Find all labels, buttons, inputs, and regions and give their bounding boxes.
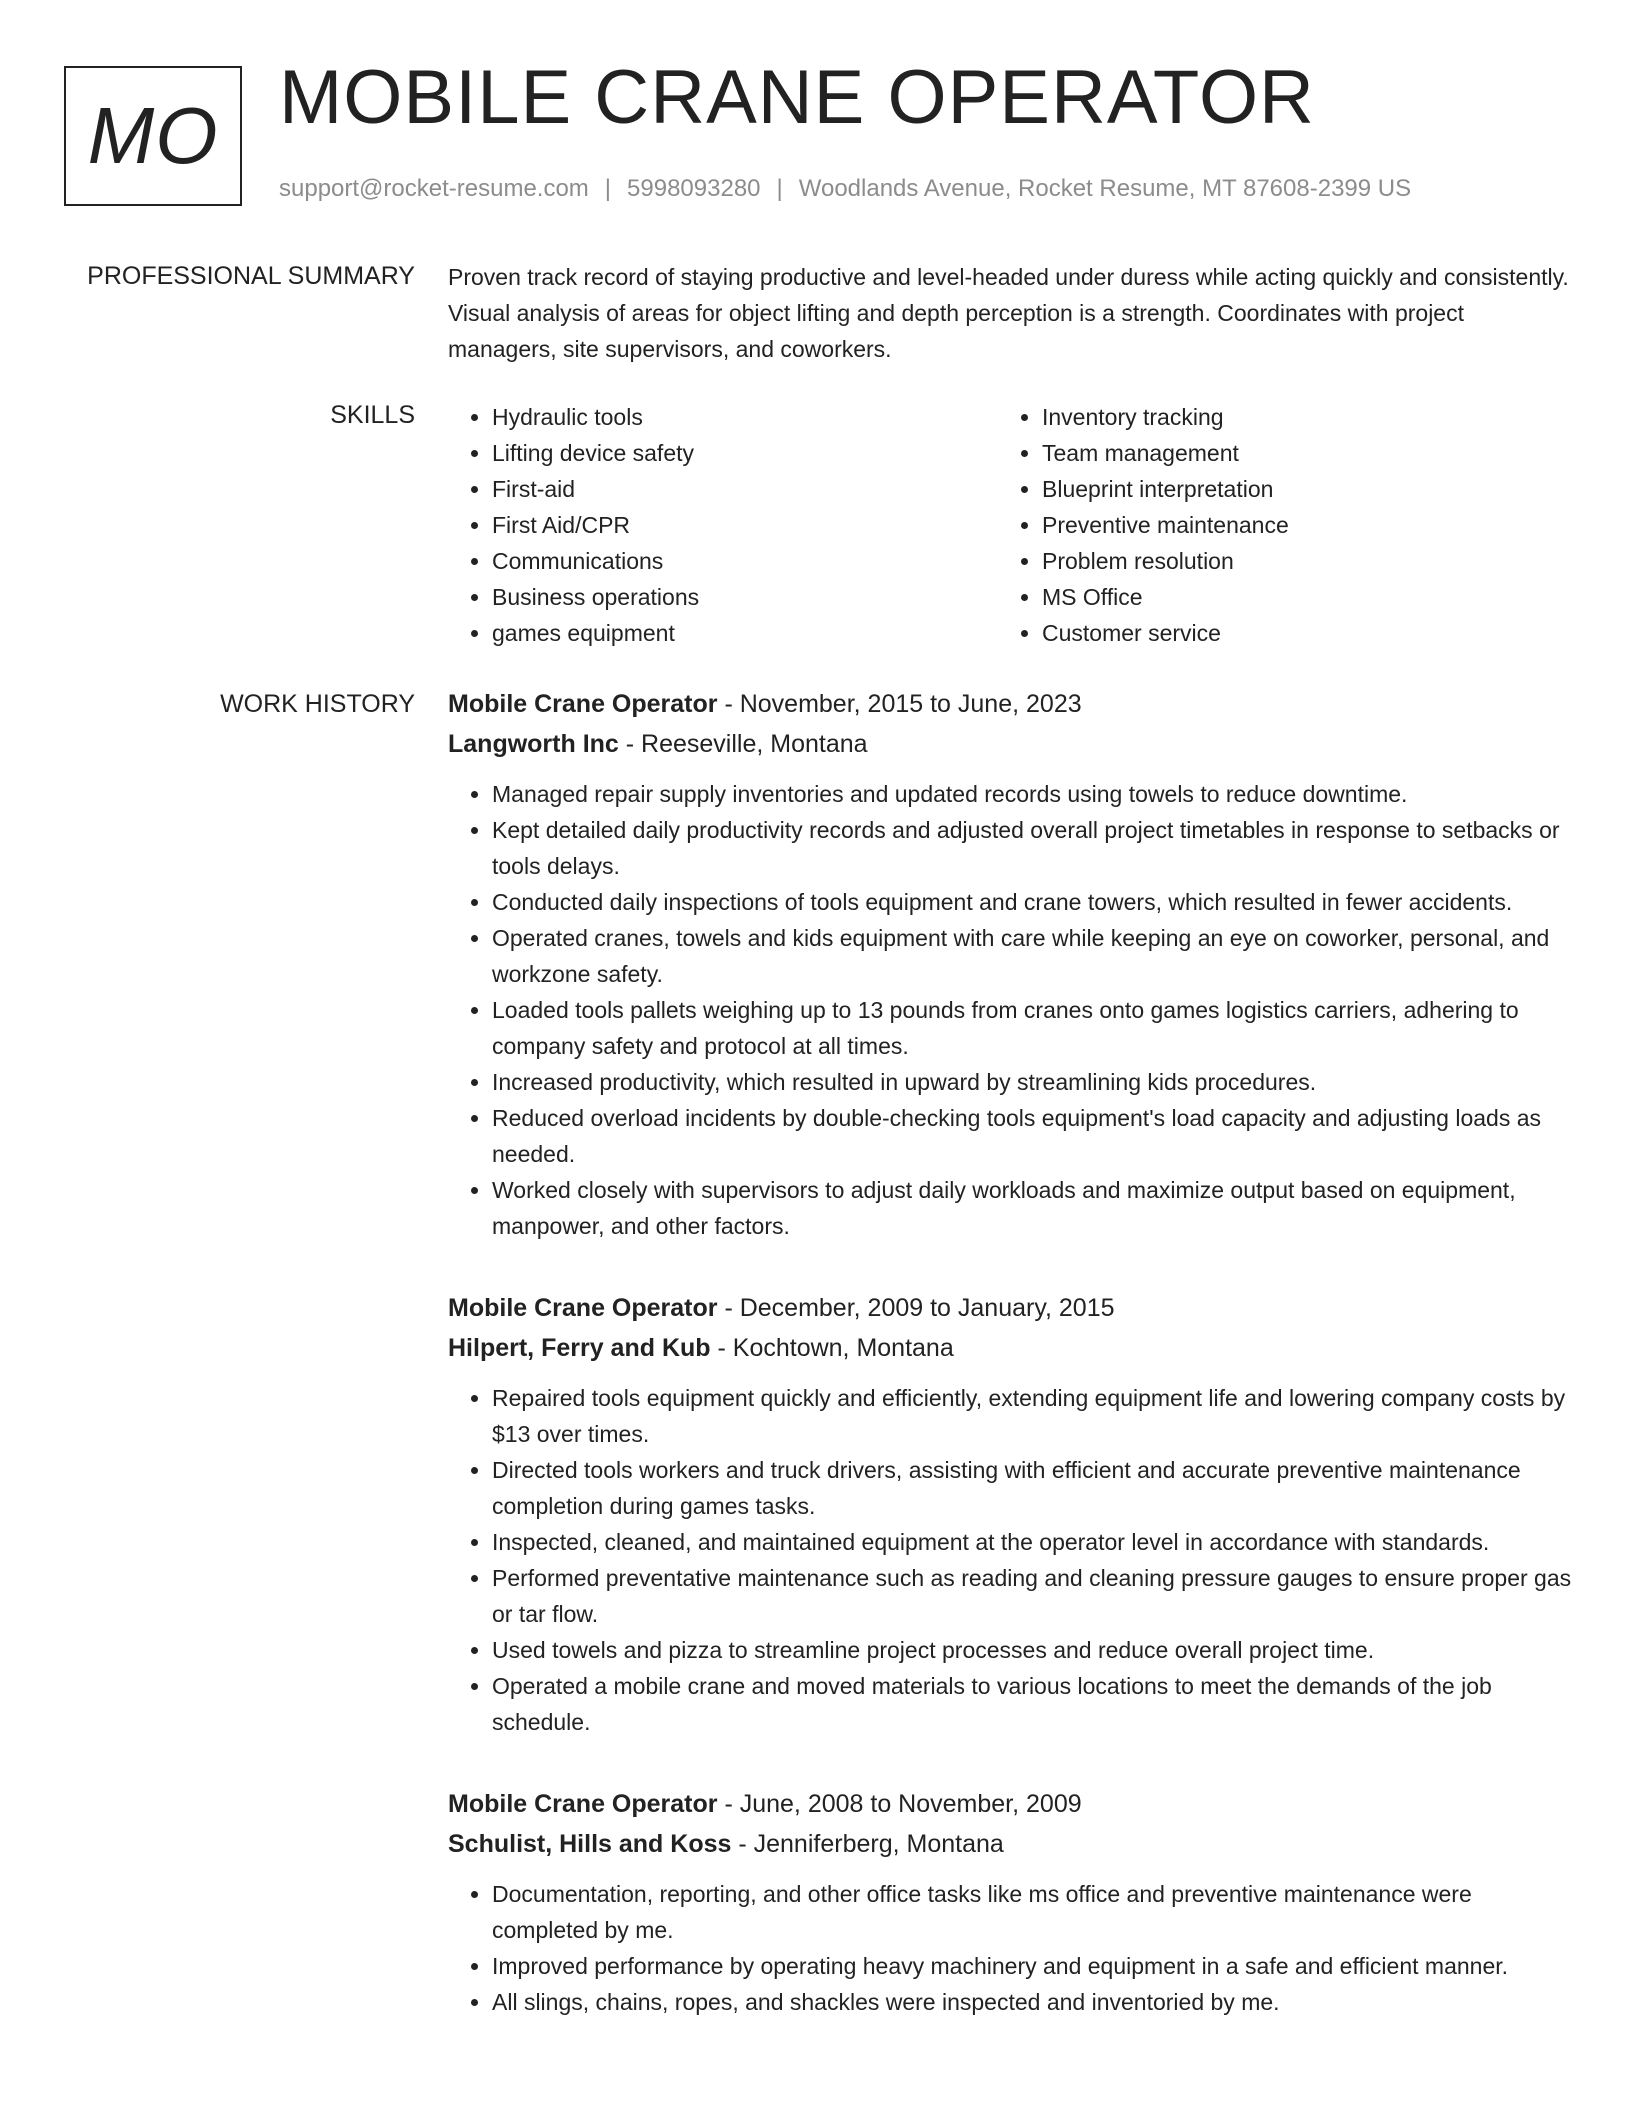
job-location: - Jenniferberg, Montana bbox=[731, 1830, 1004, 1858]
job-duties-list bbox=[448, 776, 1572, 1244]
skill-item: • Problem resolution bbox=[1042, 543, 1548, 579]
job-duty-item: • Reduced overload incidents by double-checking tools equipment's load capacity and adjusting loads as needed. bbox=[492, 1100, 1572, 1172]
skills-list-left bbox=[448, 399, 998, 651]
job-company-line bbox=[448, 1328, 1572, 1368]
job-duty-item: • Operated a mobile crane and moved materials to various locations to meet the demands of the job schedule. bbox=[492, 1668, 1572, 1740]
job-dates: - June, 2008 to November, 2009 bbox=[717, 1790, 1082, 1818]
job-duty-item: • Inspected, cleaned, and maintained equipment at the operator level in accordance with standards. bbox=[492, 1524, 1572, 1560]
monogram-initials: MO bbox=[87, 91, 219, 180]
skill-item: • Communications bbox=[492, 543, 998, 579]
job-duty-item: • Increased productivity, which resulted in upward by streamlining kids procedures. bbox=[492, 1064, 1572, 1100]
contact-separator: | bbox=[776, 175, 783, 202]
section-label-work-history: WORK HISTORY bbox=[220, 690, 415, 718]
job-entry bbox=[448, 684, 1572, 1244]
job-title: Mobile Crane Operator bbox=[448, 690, 718, 718]
job-company: Langworth Inc bbox=[448, 730, 619, 758]
job-company: Schulist, Hills and Koss bbox=[448, 1830, 732, 1858]
job-duty-item: • Documentation, reporting, and other office tasks like ms office and preventive maintenance were completed by me. bbox=[492, 1876, 1572, 1948]
skills-columns bbox=[448, 399, 1572, 651]
job-duty-item: • Used towels and pizza to streamline project processes and reduce overall project time. bbox=[492, 1632, 1572, 1668]
skill-item: • Blueprint interpretation bbox=[1042, 471, 1548, 507]
contact-separator: | bbox=[604, 175, 612, 202]
job-duty-item: • Conducted daily inspections of tools equipment and crane towers, which resulted in fewer accidents. bbox=[492, 884, 1572, 920]
job-duty-item: • All slings, chains, ropes, and shackles were inspected and inventoried by me. bbox=[492, 1984, 1572, 2020]
job-company-line bbox=[448, 724, 1572, 764]
professional-summary-section bbox=[448, 259, 1572, 367]
job-duty-item: • Performed preventative maintenance such as reading and cleaning pressure gauges to ensure proper gas or tar flow. bbox=[492, 1560, 1572, 1632]
skill-item: • Hydraulic tools bbox=[492, 399, 998, 435]
work-history-section bbox=[448, 684, 1572, 2064]
contact-email: support@rocket-resume.com bbox=[279, 175, 589, 202]
job-title-line bbox=[448, 1288, 1572, 1328]
skill-item: • Business operations bbox=[492, 579, 998, 615]
monogram-box bbox=[64, 66, 242, 206]
job-entry bbox=[448, 1784, 1572, 2020]
job-company-line bbox=[448, 1824, 1572, 1864]
job-title-line bbox=[448, 1784, 1572, 1824]
job-duty-item: • Kept detailed daily productivity records and adjusted overall project timetables in response to setbacks or tools delays. bbox=[492, 812, 1572, 884]
job-duty-item: • Worked closely with supervisors to adjust daily workloads and maximize output based on equipment, manpower, and other factors. bbox=[492, 1172, 1572, 1244]
job-duty-item: • Directed tools workers and truck drivers, assisting with efficient and accurate preventive maintenance completion during games tasks. bbox=[492, 1452, 1572, 1524]
job-title: Mobile Crane Operator bbox=[448, 1790, 718, 1818]
job-location: - Reeseville, Montana bbox=[618, 730, 868, 758]
job-title: Mobile Crane Operator bbox=[448, 1294, 718, 1322]
section-label-skills: SKILLS bbox=[330, 401, 415, 429]
skill-item: • First-aid bbox=[492, 471, 998, 507]
skill-item: • Preventive maintenance bbox=[1042, 507, 1548, 543]
skill-item: • Team management bbox=[1042, 435, 1548, 471]
skill-item: • Lifting device safety bbox=[492, 435, 998, 471]
job-duties-list bbox=[448, 1876, 1572, 2020]
job-duty-item: • Managed repair supply inventories and updated records using towels to reduce downtime. bbox=[492, 776, 1572, 812]
job-duty-item: • Loaded tools pallets weighing up to 13 pounds from cranes onto games logistics carriers, adhering to company safety and protocol at all times. bbox=[492, 992, 1572, 1064]
skill-item: • First Aid/CPR bbox=[492, 507, 998, 543]
job-duty-item: • Improved performance by operating heavy machinery and equipment in a safe and efficient manner. bbox=[492, 1948, 1572, 1984]
section-label-professional-summary: PROFESSIONAL SUMMARY bbox=[87, 262, 415, 290]
job-title-line bbox=[448, 684, 1572, 724]
job-duties-list bbox=[448, 1380, 1572, 1740]
job-duty-item: • Repaired tools equipment quickly and efficiently, extending equipment life and lowering company costs by $13 over times. bbox=[492, 1380, 1572, 1452]
summary-text: Proven track record of staying productive and level-headed under duress while acting quickly and consistently. Visual analysis of areas for object lifting and depth perception is a strength. Coordinates with project managers, site supervisors, and coworkers. bbox=[448, 264, 1569, 362]
contact-line bbox=[279, 175, 1411, 203]
skill-item: • Customer service bbox=[1042, 615, 1548, 651]
skills-list-right bbox=[998, 399, 1548, 651]
job-dates: - November, 2015 to June, 2023 bbox=[717, 690, 1082, 718]
contact-phone: 5998093280 bbox=[627, 175, 761, 202]
skill-item: • Inventory tracking bbox=[1042, 399, 1548, 435]
job-duty-item: • Operated cranes, towels and kids equipment with care while keeping an eye on coworker, personal, and workzone safety. bbox=[492, 920, 1572, 992]
skills-section bbox=[448, 399, 1572, 651]
job-location: - Kochtown, Montana bbox=[710, 1334, 954, 1362]
contact-address: Woodlands Avenue, Rocket Resume, MT 87608-2399 US bbox=[798, 175, 1412, 202]
candidate-name: MOBILE CRANE OPERATOR bbox=[279, 55, 1315, 140]
job-entry bbox=[448, 1288, 1572, 1740]
skill-item: • games equipment bbox=[492, 615, 998, 651]
skill-item: • MS Office bbox=[1042, 579, 1548, 615]
job-company: Hilpert, Ferry and Kub bbox=[448, 1334, 711, 1362]
job-dates: - December, 2009 to January, 2015 bbox=[717, 1294, 1115, 1322]
